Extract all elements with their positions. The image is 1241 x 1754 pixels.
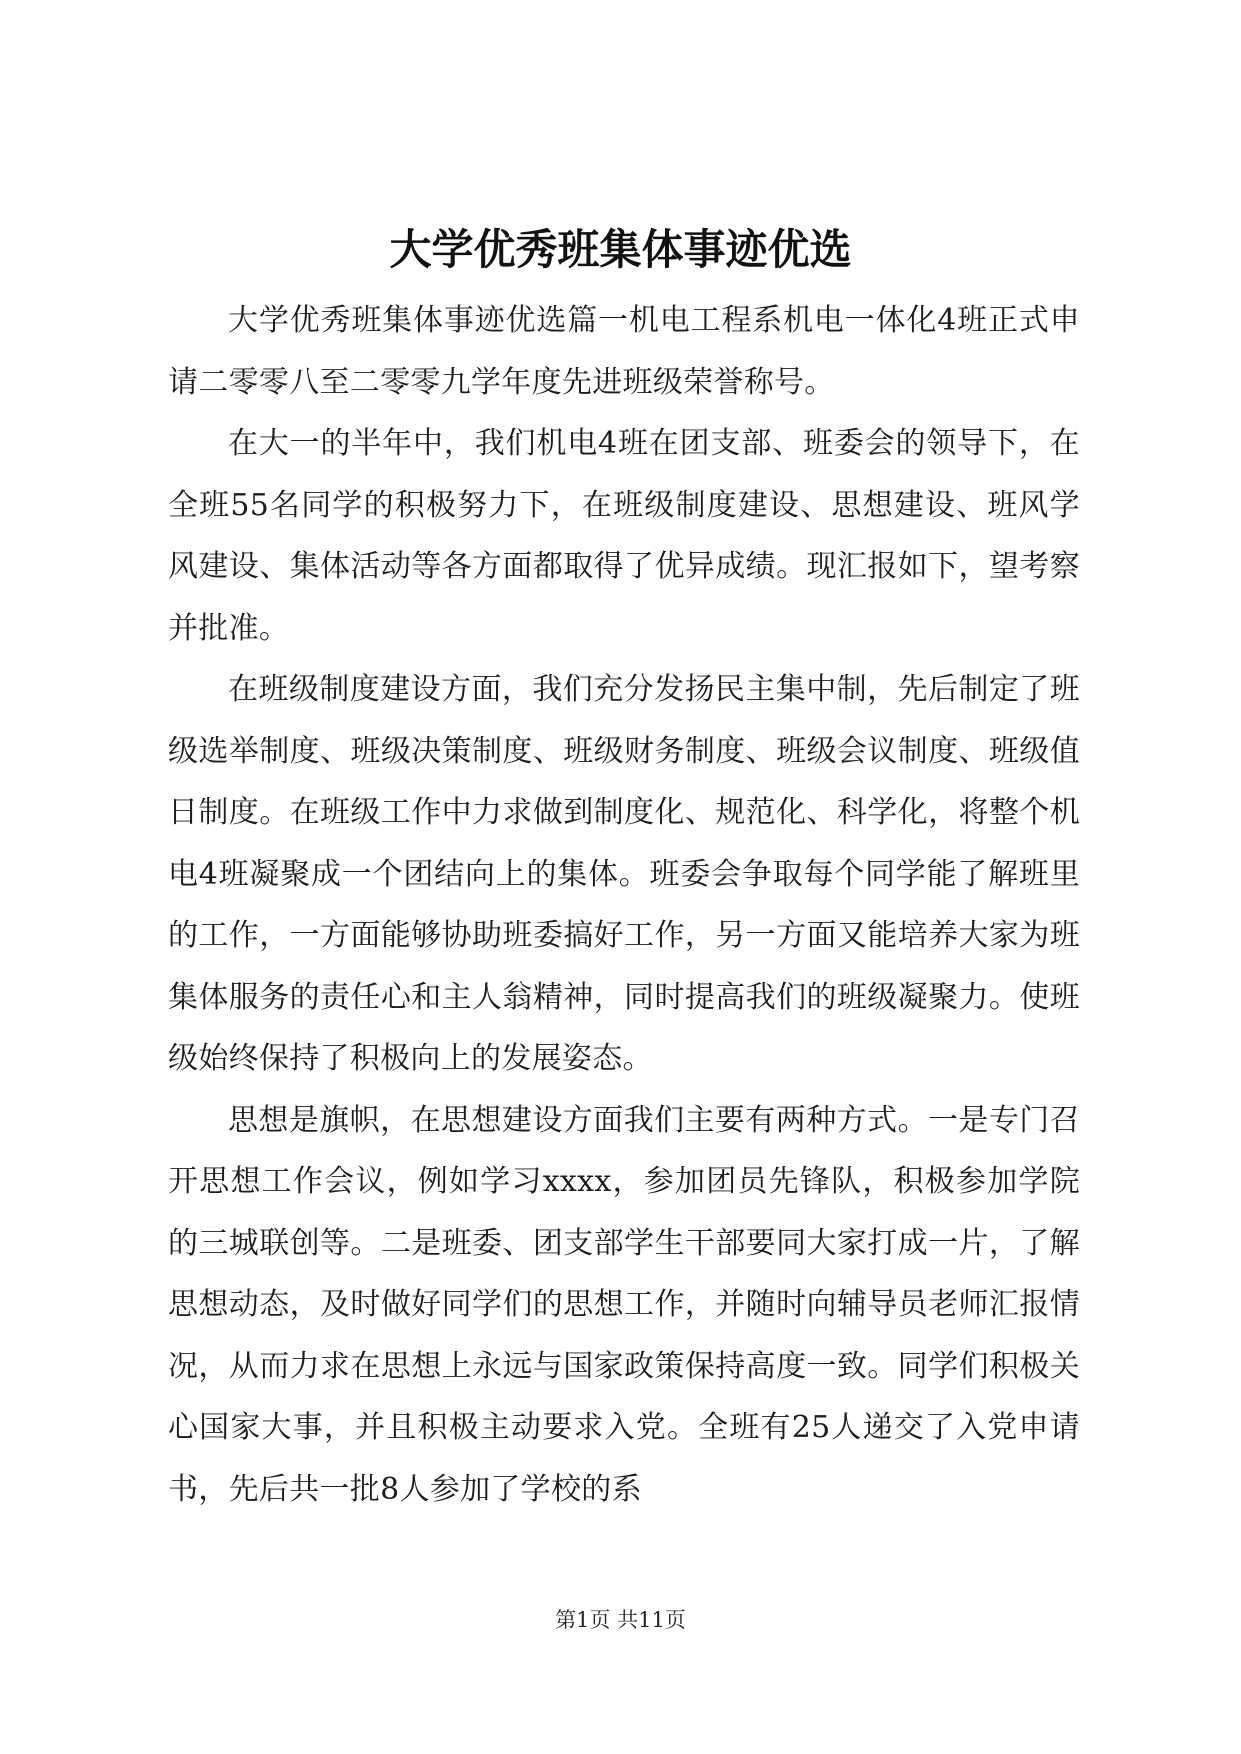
paragraph-1: 大学优秀班集体事迹优选篇一机电工程系机电一体化4班正式申请二零零八至二零零九学年度先进班级荣誉称号。 [168,303,1080,400]
paragraph-2: 在大一的半年中，我们机电4班在团支部、班委会的领导下，在全班55名同学的积极努力下，在班级制度建设、思想建设、班风学风建设、集体活动等各方面都取得了优异成绩。现汇报如下，望考察并批准。 [168,426,1080,646]
page-number-footer: 第1页 共11页 [555,1608,686,1632]
document-title: 大学优秀班集体事迹优选 [389,225,852,274]
document-body [168,290,1080,1520]
paragraph-3: 在班级制度建设方面，我们充分发扬民主集中制，先后制定了班级选举制度、班级决策制度、班级财务制度、班级会议制度、班级值日制度。在班级工作中力求做到制度化、规范化、科学化，将整个机电4班凝聚成一个团结向上的集体。班委会争取每个同学能了解班里的工作，一方面能够协助班委搞好工作，另一方面又能培养大家为班集体服务的责任心和主人翁精神，同时提高我们的班级凝聚力。使班级始终保持了积极向上的发展姿态。 [168,672,1080,1076]
paragraph-4: 思想是旗帜，在思想建设方面我们主要有两种方式。一是专门召开思想工作会议，例如学习xxxx，参加团员先锋队，积极参加学院的三城联创等。二是班委、团支部学生干部要同大家打成一片，了解思想动态，及时做好同学们的思想工作，并随时向辅导员老师汇报情况，从而力求在思想上永远与国家政策保持高度一致。同学们积极关心国家大事，并且积极主动要求入党。全班有25人递交了入党申请书，先后共一批8人参加了学校的系 [168,1102,1080,1507]
